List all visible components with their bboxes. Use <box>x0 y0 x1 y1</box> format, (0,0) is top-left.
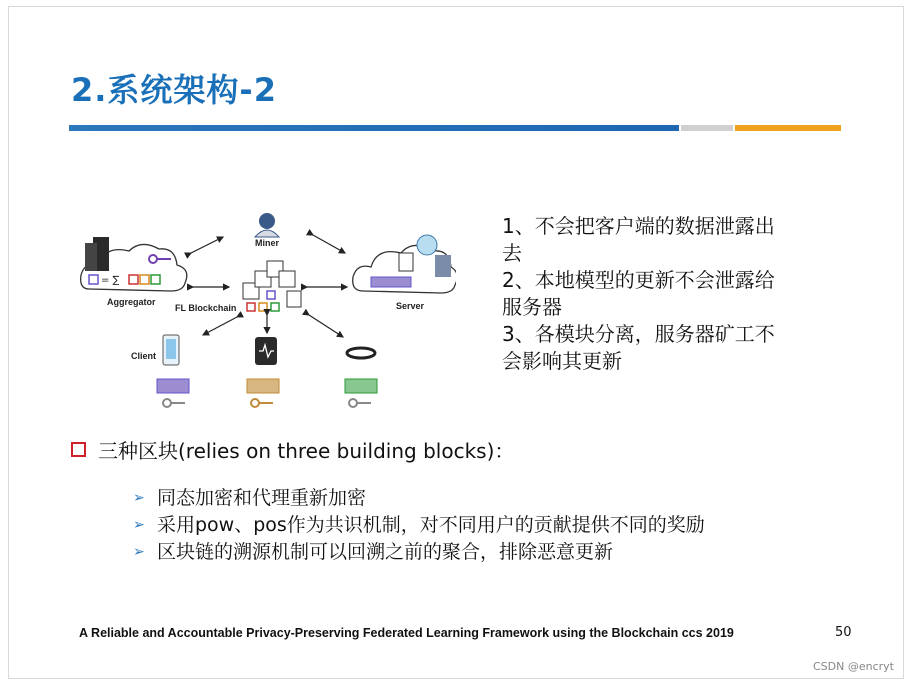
watermark: CSDN @encryt <box>813 660 894 673</box>
main-bullet <box>71 435 514 464</box>
sub-bullet-text: 同态加密和代理重新加密 <box>157 487 367 509</box>
client-model-blocks <box>157 379 377 393</box>
key-points <box>502 213 822 375</box>
svg-text:= ∑: = ∑ <box>101 275 120 286</box>
slide-footer: A Reliable and Accountable Privacy-Preserving Federated Learning Framework using the Blockchain ccs 2019 <box>79 626 734 640</box>
wearable-band-icon <box>347 348 375 358</box>
medical-device-icon <box>255 337 277 365</box>
blockchain-cubes-icon <box>243 261 301 311</box>
aggregator-label: Aggregator <box>107 297 156 307</box>
architecture-diagram <box>71 199 456 419</box>
server-cloud-icon <box>353 235 456 293</box>
miner-label: Miner <box>255 238 280 248</box>
sub-bullet-text: 采用pow、pos作为共识机制，对不同用户的贡献提供不同的奖励 <box>157 514 705 536</box>
key-point: 2、本地模型的更新不会泄露给 服务器 <box>502 268 775 319</box>
list-item <box>133 512 705 539</box>
client-label: Client <box>131 351 157 361</box>
arrow-bullet-icon: ➢ <box>133 517 145 533</box>
slide-title: 2.系统架构-2 <box>71 71 277 109</box>
divider-gray-segment <box>681 125 733 131</box>
divider-orange-segment <box>735 125 841 131</box>
key-icons <box>163 399 371 407</box>
key-point: 3、各模块分离，服务器矿工不 会影响其更新 <box>502 322 775 373</box>
sub-bullet-text: 区块链的溯源机制可以回溯之前的聚合，排除恶意更新 <box>157 541 614 563</box>
page-number: 50 <box>835 625 852 640</box>
slide <box>8 6 904 679</box>
square-bullet-icon <box>71 442 86 457</box>
list-item <box>133 485 705 512</box>
divider-blue-segment <box>69 125 679 131</box>
fl-blockchain-label: FL Blockchain <box>175 303 237 313</box>
title-divider <box>69 125 841 131</box>
main-bullet-text: 三种区块(relies on three building blocks)： <box>98 439 515 463</box>
list-item <box>133 539 705 566</box>
arrow-bullet-icon: ➢ <box>133 544 145 560</box>
aggregator-cloud-icon <box>81 237 187 291</box>
key-point: 1、不会把客户端的数据泄露出 去 <box>502 214 775 265</box>
miner-icon <box>255 213 279 237</box>
server-label: Server <box>396 301 425 311</box>
arrow-bullet-icon: ➢ <box>133 490 145 506</box>
client-phone-icon <box>163 335 179 365</box>
sub-bullet-list <box>133 485 705 566</box>
